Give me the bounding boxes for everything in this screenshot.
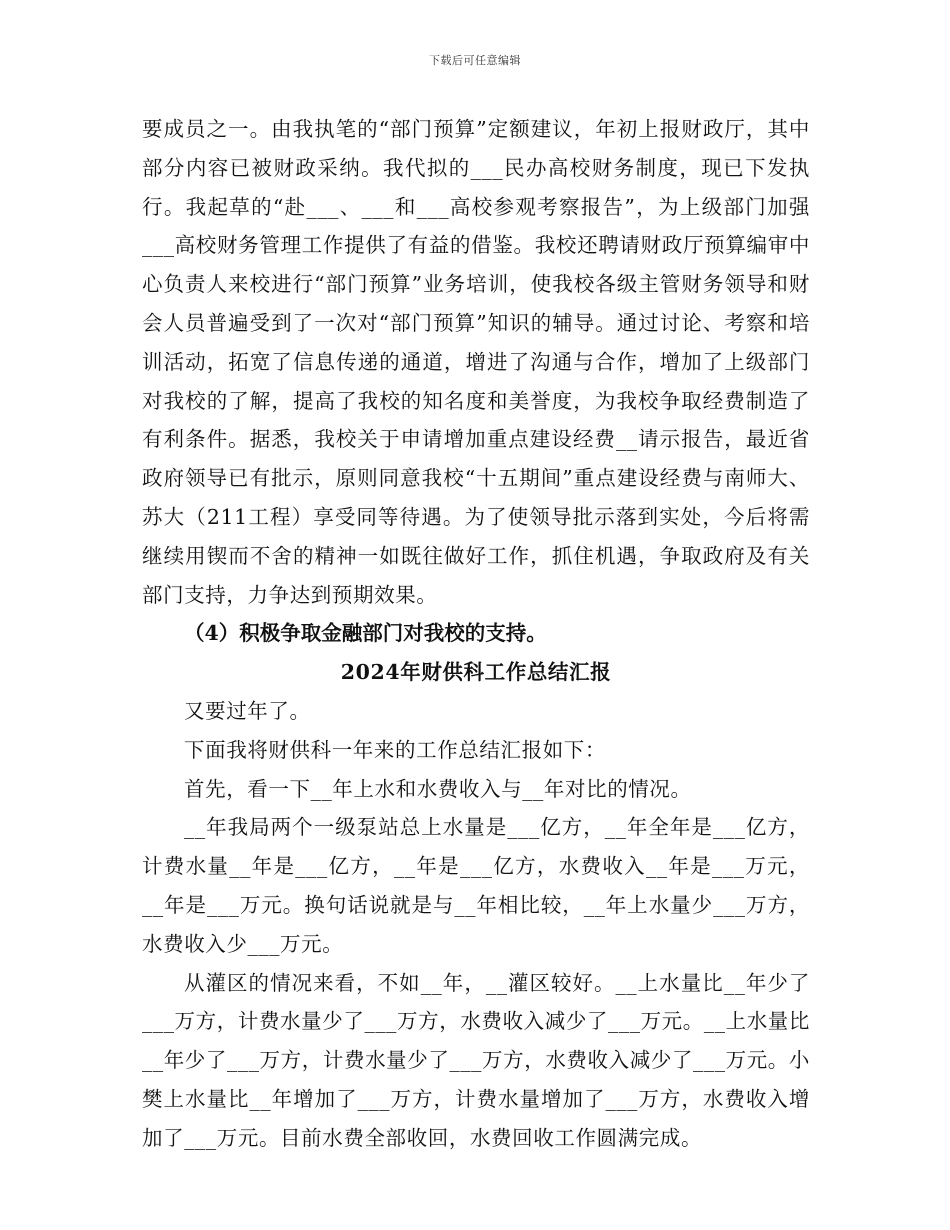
section-heading-4: （4）积极争取金融部门对我校的支持。	[184, 621, 547, 646]
paragraph-irrigation-area: 从灌区的情况来看，不如__年，__灌区较好。__上水量比__年少了___万方，计费水量少了___万方，水费收入减少了___万元。__上水量比__年少了___万方，计费水量少了___万方，水费收入减少了___万元。小樊上水量比__年增加了___万方，计费水量增加了___万方，水费收入增加了___万元。目前水费全部收回，水费回收工作圆满完成。	[142, 970, 810, 1150]
paragraph-intro: 又要过年了。	[184, 698, 311, 723]
paragraph-lead: 下面我将财供科一年来的工作总结汇报如下：	[184, 737, 606, 762]
document-body	[142, 110, 810, 1158]
document-title: 2024年财供科工作总结汇报	[340, 660, 612, 685]
page-header: 下载后可任意编辑	[429, 54, 521, 67]
paragraph-water-volume: __年我局两个一级泵站总上水量是___亿方，__年全年是___亿方，计费水量__年是___亿方，__年是___亿方，水费收入__年是___万元，__年是___万元。换句话说就是与__年相比较，__年上水量少___万方，水费收入少___万元。	[142, 815, 810, 956]
paragraph-first: 首先，看一下__年上水和水费收入与__年对比的情况。	[184, 776, 692, 801]
paragraph-continuation: 要成员之一。由我执笔的“部门预算”定额建议，年初上报财政厅，其中部分内容已被财政采纳。我代拟的___民办高校财务制度，现已下发执行。我起草的“赴___、___和___高校参观考察报告”，为上级部门加强___高校财务管理工作提供了有益的借鉴。我校还聘请财政厅预算编审中心负责人来校进行“部门预算”业务培训，使我校各级主管财务领导和财会人员普遍受到了一次对“部门预算”知识的辅导。通过讨论、考察和培训活动，拓宽了信息传递的通道，增进了沟通与合作，增加了上级部门对我校的了解，提高了我校的知名度和美誉度，为我校争取经费制造了有利条件。据悉，我校关于申请增加重点建设经费__请示报告，最近省政府领导已有批示，原则同意我校“十五期间”重点建设经费与南师大、苏大（211工程）享受同等待遇。为了使领导批示落到实处，今后将需继续用锲而不舍的精神一如既往做好工作，抓住机遇，争取政府及有关部门支持，力争达到预期效果。	[142, 117, 810, 607]
